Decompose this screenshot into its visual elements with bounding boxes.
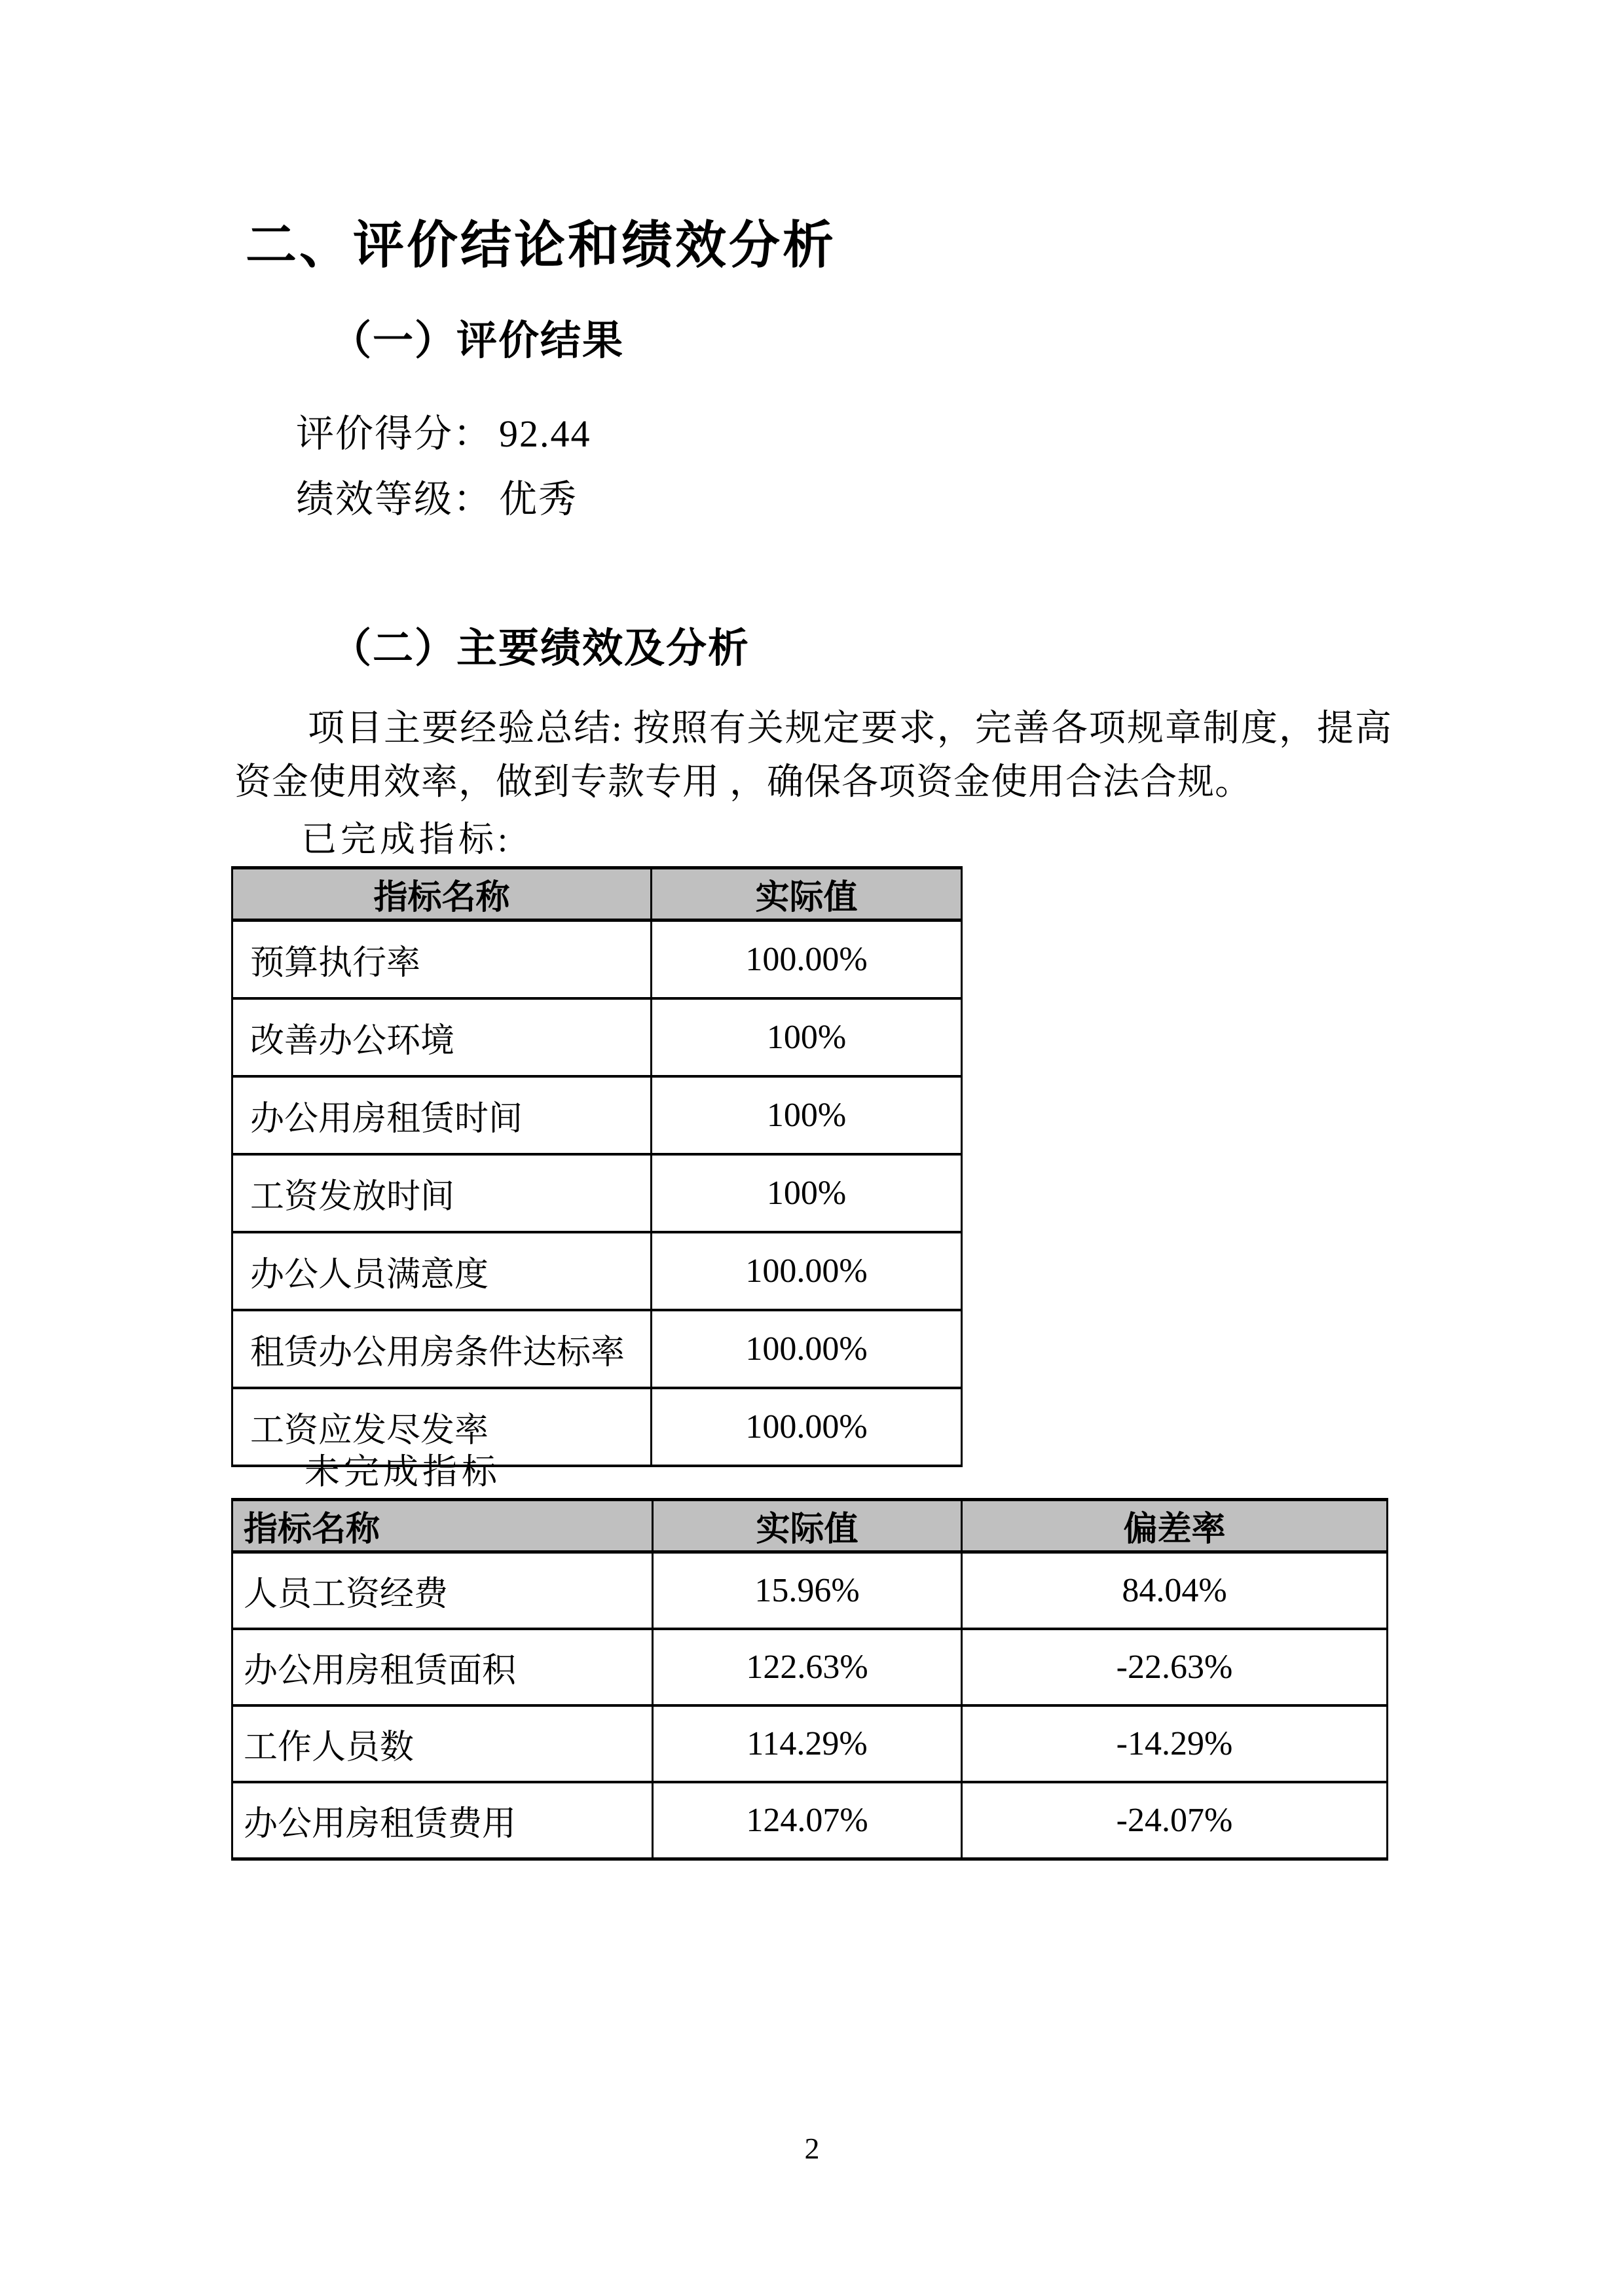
table-cell: -22.63% — [962, 1629, 1388, 1705]
table-cell: 100% — [652, 1076, 962, 1154]
table-row — [232, 1154, 962, 1232]
table-cell: 办公用房租赁面积 — [232, 1629, 653, 1705]
score-line — [296, 411, 591, 457]
table-cell: 100.00% — [652, 1232, 962, 1310]
table-row — [232, 1310, 962, 1388]
grade-line — [296, 477, 578, 522]
table-cell: -24.07% — [962, 1782, 1388, 1859]
table-cell: 114.29% — [653, 1705, 962, 1782]
table-cell: 100% — [652, 998, 962, 1076]
table-cell: 100.00% — [652, 1310, 962, 1388]
completed-indicators-label: 已完成指标: — [301, 820, 512, 859]
table-row — [232, 998, 962, 1076]
table-row — [232, 920, 962, 999]
table-row — [232, 1782, 1388, 1859]
table-cell: 工资应发尽发率 — [232, 1388, 652, 1466]
table-cell: 人员工资经费 — [232, 1552, 653, 1630]
score-value: 92.44 — [499, 412, 591, 455]
score-label: 评价得分： — [296, 412, 493, 455]
summary-paragraph: 项目主要经验总结: 按照有关规定要求，完善各项规章制度，提高资金使用效率，做到专款专用 ，确保各项资金使用合法合规。 — [234, 708, 1392, 803]
column-header-actual-value: 实际值 — [653, 1500, 962, 1552]
table-cell: 84.04% — [962, 1552, 1388, 1630]
column-header-indicator-name: 指标名称 — [232, 868, 652, 920]
subsection-result-heading: （一）评价结果 — [331, 319, 625, 363]
section-heading: 二、评价结论和绩效分析 — [246, 216, 837, 274]
table-cell: 租赁办公用房条件达标率 — [232, 1310, 652, 1388]
table-header-row — [232, 1500, 1388, 1552]
table-cell: 15.96% — [653, 1552, 962, 1630]
table-cell: 办公人员满意度 — [232, 1232, 652, 1310]
table-row — [232, 1076, 962, 1154]
table-cell: 办公用房租赁费用 — [232, 1782, 653, 1859]
column-header-indicator-name: 指标名称 — [232, 1500, 653, 1552]
page-number: 2 — [804, 2132, 820, 2165]
column-header-deviation-rate: 偏差率 — [962, 1500, 1388, 1552]
uncompleted-indicators-label: 未完成指标 — [304, 1452, 501, 1491]
table-cell: 100% — [652, 1154, 962, 1232]
subsection-analysis-heading: （二）主要绩效及分析 — [331, 627, 750, 671]
table-cell: 100.00% — [652, 1388, 962, 1466]
table-cell: 100.00% — [652, 920, 962, 999]
table-row — [232, 1705, 1388, 1782]
table-row — [232, 1232, 962, 1310]
table-row — [232, 1552, 1388, 1630]
table-cell: 122.63% — [653, 1629, 962, 1705]
table-cell: 124.07% — [653, 1782, 962, 1859]
grade-value: 优秀 — [499, 478, 578, 520]
uncompleted-indicators-table — [231, 1498, 1388, 1861]
grade-label: 绩效等级： — [296, 478, 493, 520]
table-cell: 办公用房租赁时间 — [232, 1076, 652, 1154]
table-cell: 预算执行率 — [232, 920, 652, 999]
column-header-actual-value: 实际值 — [652, 868, 962, 920]
table-row — [232, 1629, 1388, 1705]
table-cell: 改善办公环境 — [232, 998, 652, 1076]
table-cell: 工作人员数 — [232, 1705, 653, 1782]
table-cell: -14.29% — [962, 1705, 1388, 1782]
completed-indicators-table — [231, 866, 963, 1467]
table-header-row — [232, 868, 962, 920]
table-cell: 工资发放时间 — [232, 1154, 652, 1232]
